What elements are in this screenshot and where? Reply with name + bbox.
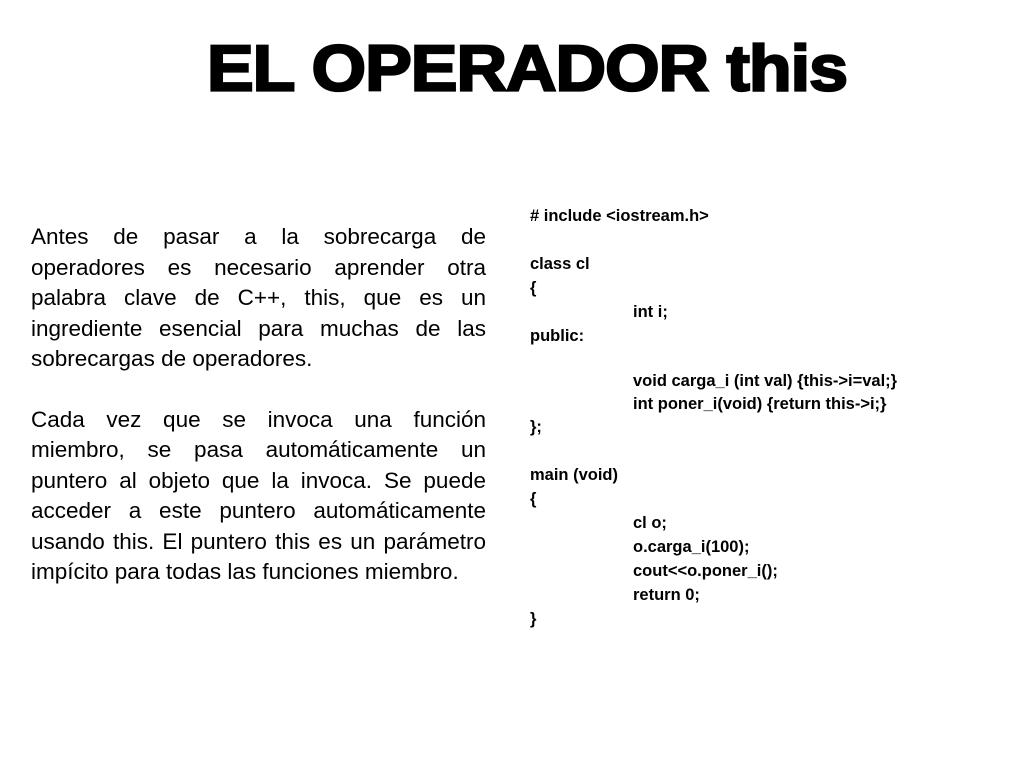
code-line-member-int: int i; — [633, 303, 668, 321]
slide-title: EL OPERADOR this — [206, 31, 847, 105]
code-line-cout: cout<<o.poner_i(); — [633, 562, 778, 580]
code-blank-line — [530, 228, 1010, 252]
paragraph-this-pointer: Cada vez que se invoca una función miembro, se pasa automáticamente un puntero al objeto que la invoca. Se puede acceder a este puntero automáticamente usando this. El puntero this es un parámetro impícito para todas las funciones miembro. — [31, 406, 486, 584]
code-example — [530, 204, 1010, 631]
code-line-return: return 0; — [633, 586, 700, 604]
code-line-call-carga: o.carga_i(100); — [633, 538, 750, 556]
code-line-open-brace: { — [530, 279, 537, 297]
code-line-method-poner: int poner_i(void) {return this->i;} — [633, 395, 887, 413]
code-line-method-carga: void carga_i (int val) {this->i=val;} — [633, 372, 898, 390]
code-line-close-class: }; — [530, 418, 542, 436]
code-line-class-decl: class cl — [530, 255, 590, 273]
code-line-close-brace: } — [530, 610, 537, 628]
paragraph-intro: Antes de pasar a la sobrecarga de operadores es necesario aprender otra palabra clave de C++, this, que es un ingrediente esencial para muchas de las sobrecargas de operadores. — [31, 224, 486, 371]
code-line-decl-obj: cl o; — [633, 514, 667, 532]
explanation-text — [31, 222, 486, 588]
code-blank-line — [530, 348, 1010, 370]
code-line-open-brace: { — [530, 490, 537, 508]
code-line-public: public: — [530, 327, 585, 345]
code-line-include: # include <iostream.h> — [530, 207, 709, 225]
code-blank-line — [530, 439, 1010, 463]
code-line-main-decl: main (void) — [530, 466, 619, 484]
